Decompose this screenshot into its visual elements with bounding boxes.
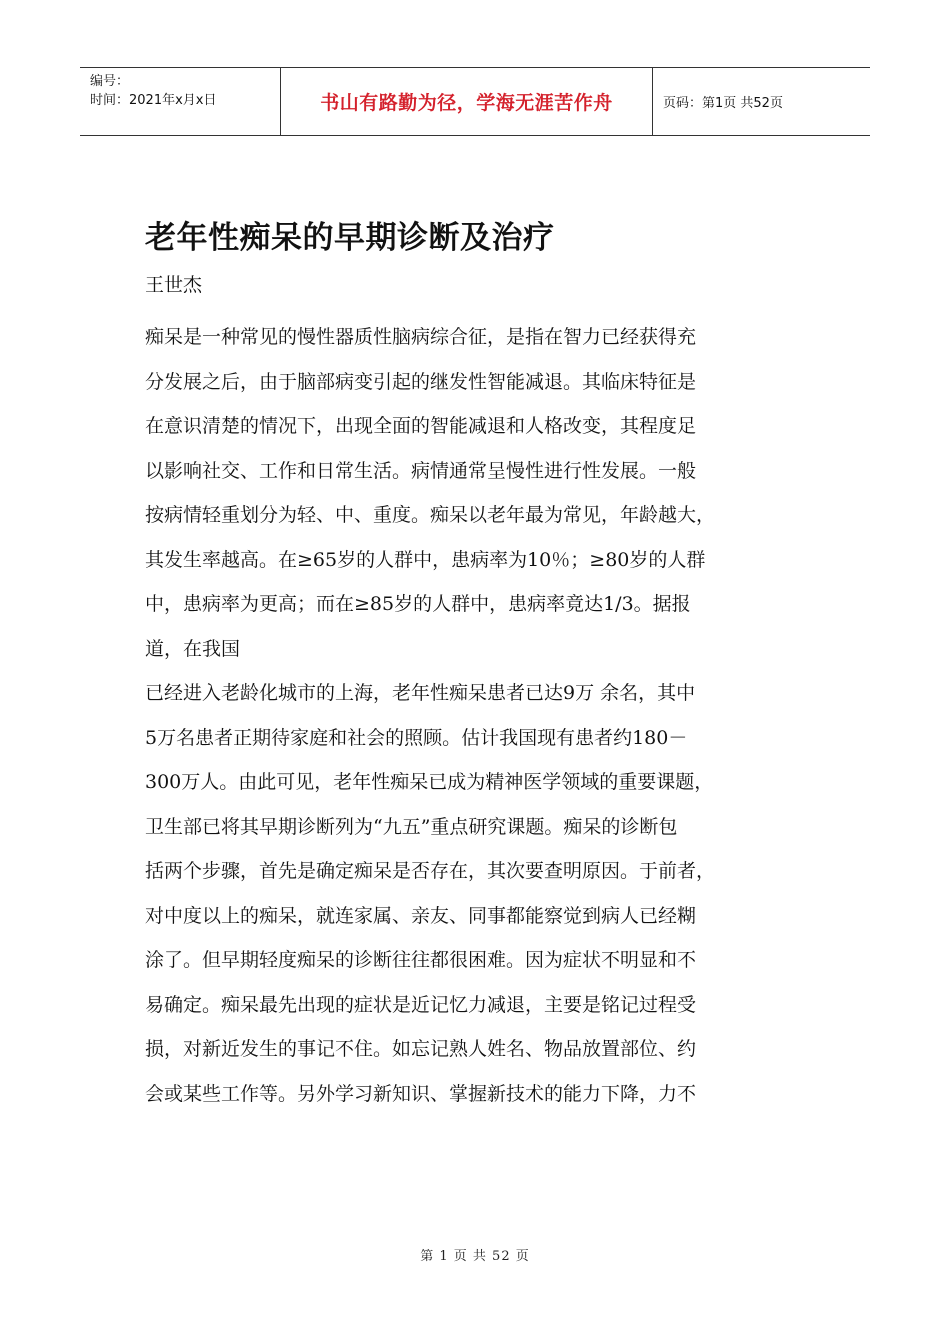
header-meta	[80, 68, 280, 135]
header-date: 时间：2021年x月x日	[90, 93, 217, 108]
body-line: 涂了。但早期轻度痴呆的诊断往往都很困难。因为症状不明显和不	[145, 949, 697, 971]
body-line: 在意识清楚的情况下，出现全面的智能减退和人格改变，其程度足	[145, 415, 697, 437]
body-line: 损，对新近发生的事记不住。如忘记熟人姓名、物品放置部位、约	[145, 1038, 697, 1060]
page-footer: 第 1 页 共 52 页	[420, 1249, 530, 1264]
body-line: 分发展之后，由于脑部病变引起的继发性智能减退。其临床特征是	[145, 370, 697, 393]
body-line: 括两个步骤，首先是确定痴呆是否存在，其次要查明原因。于前者，	[145, 860, 716, 882]
body-line: 会或某些工作等。另外学习新知识、掌握新技术的能力下降，力不	[145, 1082, 697, 1105]
document-author: 王世杰	[145, 274, 203, 296]
header-page-info: 页码：第1页 共52页	[663, 96, 783, 111]
document-body	[145, 315, 835, 1116]
body-line: 痴呆是一种常见的慢性器质性脑病综合征，是指在智力已经获得充	[145, 326, 697, 348]
body-line: 5万名患者正期待家庭和社会的照顾。估计我国现有患者约180－	[145, 726, 688, 749]
body-line: 其发生率越高。在≥65岁的人群中，患病率为10％；≥80岁的人群	[145, 548, 706, 571]
body-line: 300万人。由此可见，老年性痴呆已成为精神医学领域的重要课题，	[145, 771, 714, 793]
body-line: 中，患病率为更高；而在≥85岁的人群中，患病率竟达1/3。据报	[145, 593, 691, 615]
body-line: 易确定。痴呆最先出现的症状是近记忆力减退，主要是铭记过程受	[145, 993, 697, 1016]
header-number-label: 编号：	[90, 74, 130, 89]
body-line: 已经进入老龄化城市的上海，老年性痴呆患者已达9万 余名，其中	[145, 682, 696, 704]
page-header	[80, 67, 870, 136]
body-line: 卫生部已将其早期诊断列为“九五”重点研究课题。痴呆的诊断包	[145, 815, 678, 838]
header-motto: 书山有路勤为径，学海无涯苦作舟	[280, 68, 653, 135]
body-line: 以影响社交、工作和日常生活。病情通常呈慢性进行性发展。一般	[145, 459, 697, 482]
body-line: 对中度以上的痴呆，就连家属、亲友、同事都能察觉到病人已经糊	[145, 904, 697, 927]
document-title: 老年性痴呆的早期诊断及治疗	[145, 220, 555, 256]
body-line: 道，在我国	[145, 637, 241, 660]
body-line: 按病情轻重划分为轻、中、重度。痴呆以老年最为常见，年龄越大，	[145, 504, 716, 526]
